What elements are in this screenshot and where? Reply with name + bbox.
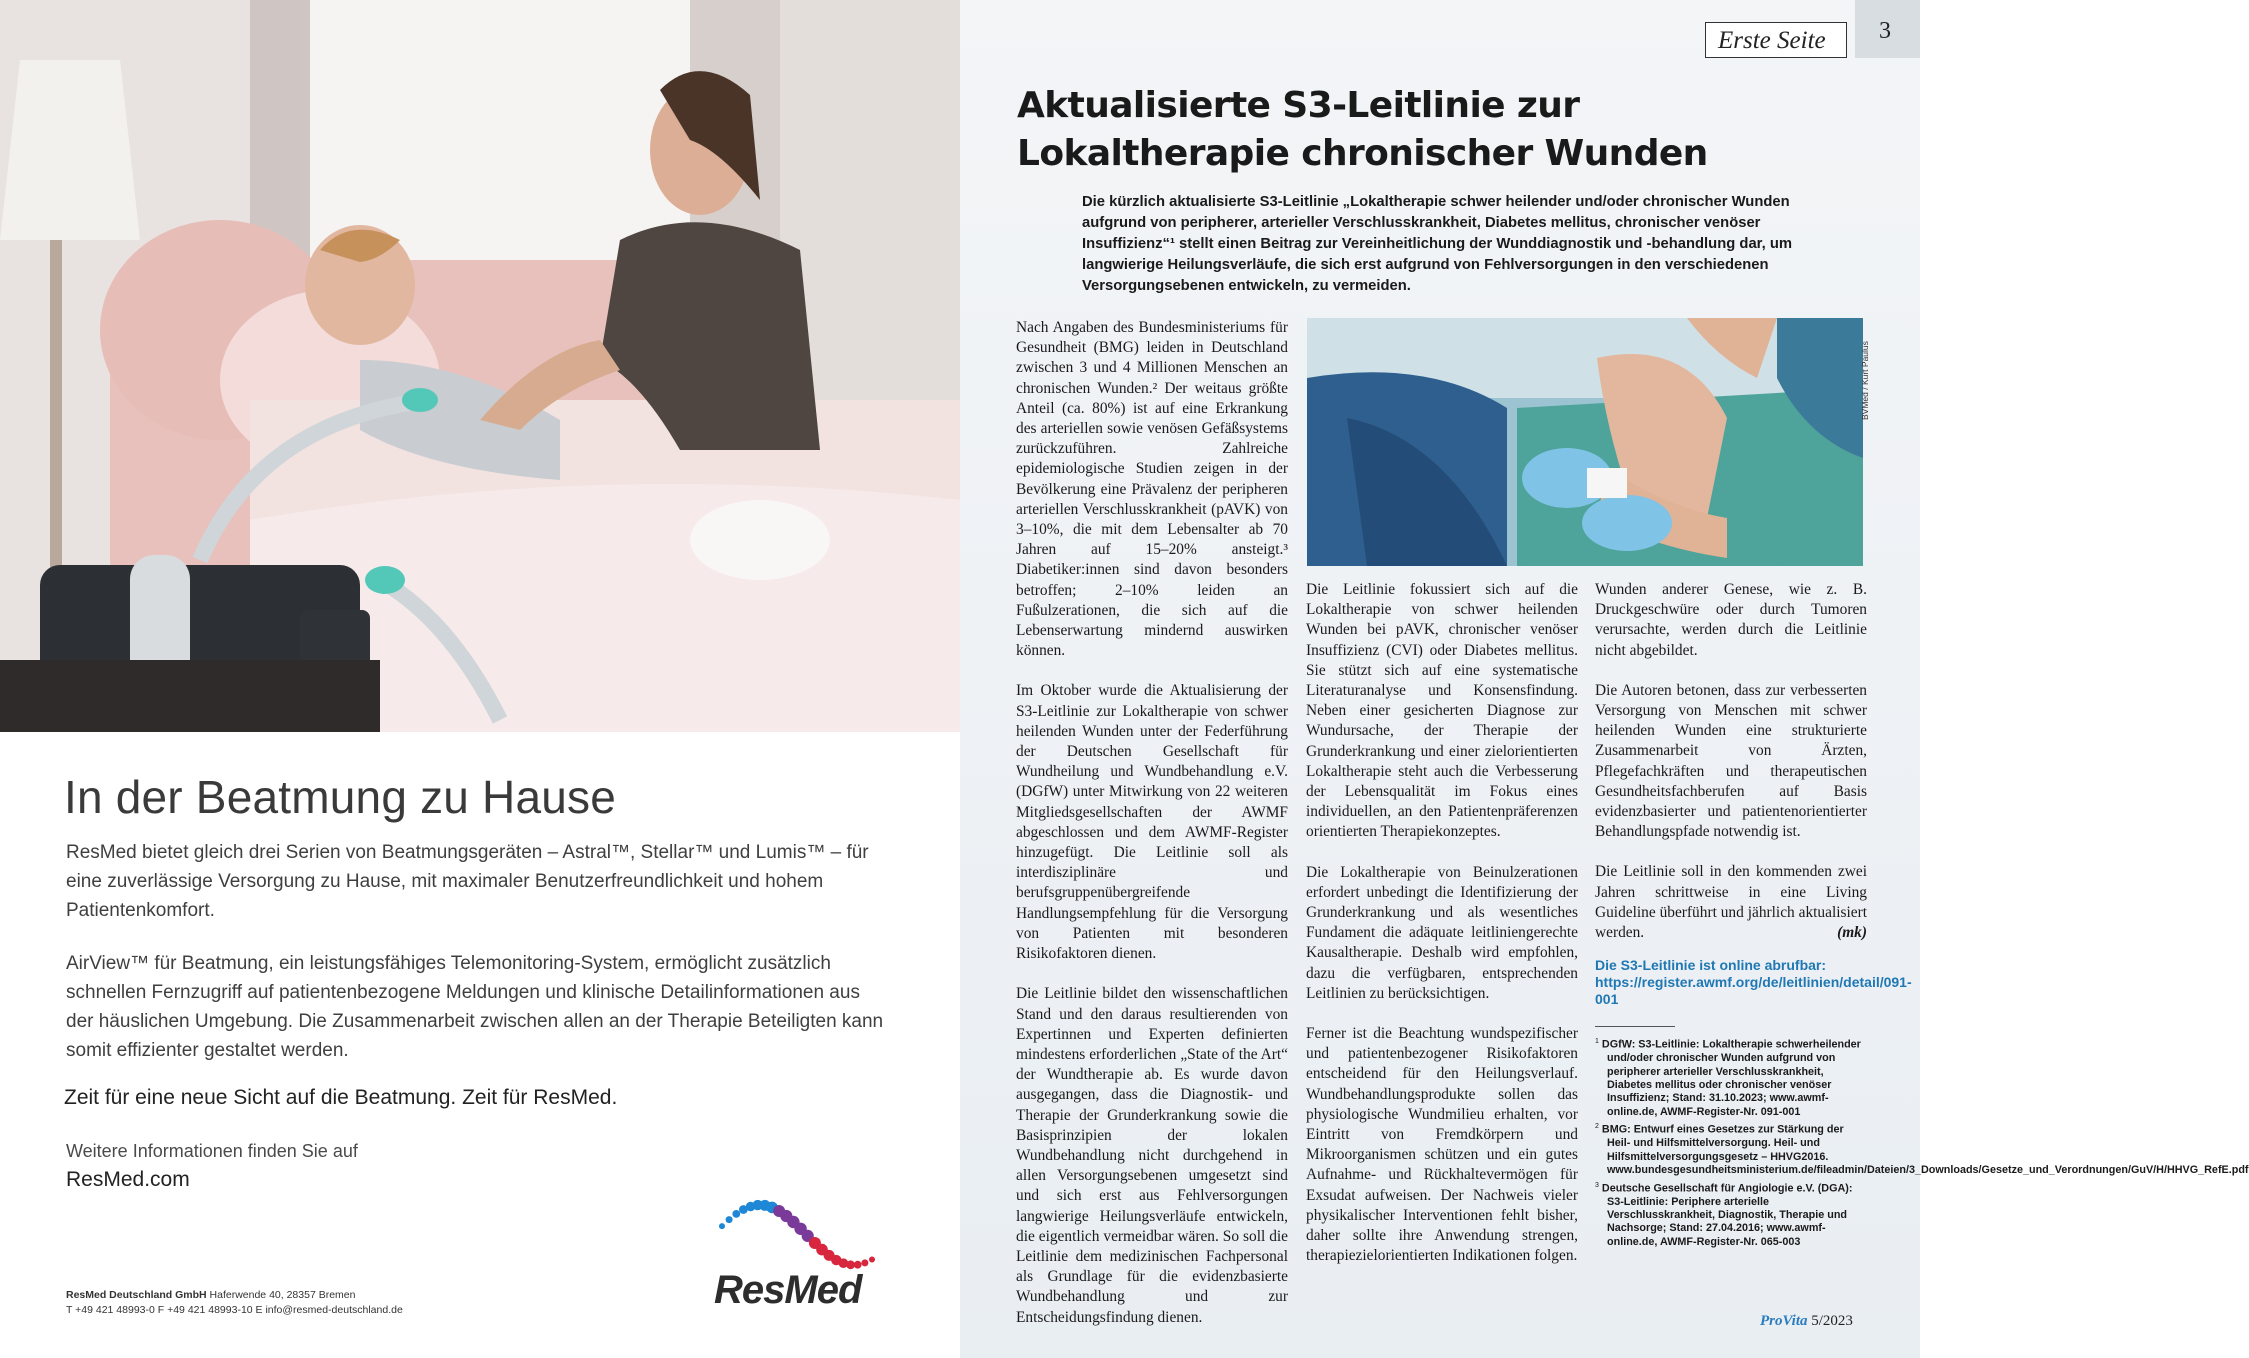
- ad-claim: Zeit für eine neue Sicht auf die Beatmung. Zeit für ResMed.: [64, 1086, 618, 1109]
- footnote-number: 2: [1595, 1123, 1599, 1131]
- magazine-issue: 5/2023: [1811, 1313, 1853, 1329]
- logo-dot: [861, 1259, 868, 1266]
- ad-paragraph-airview: AirView™ für Beatmung, ein leistungsfähiges Telemonitoring-System, ermöglicht zusätzlich schnellen Fernzugriff auf patientenbezogene Meldungen und klinische Detailinformationen aus der häuslichen Umgebung. Die Zusammenarbeit zwischen allen an der Therapie Beteiligten kann somit effizienter gestaltet werden.: [66, 953, 884, 1061]
- footnote-divider: [1595, 1026, 1675, 1027]
- footnote-item: [1595, 1035, 1867, 1119]
- footnote-item: [1595, 1120, 2249, 1177]
- magazine-footer: [1760, 1313, 1853, 1330]
- footnote-number: 1: [1595, 1038, 1599, 1046]
- ad-company-address: Haferwende 40, 28357 Bremen: [209, 1289, 356, 1301]
- section-label-text: Erste Seite: [1718, 27, 1826, 54]
- paragraph-last-text: Die Leitlinie soll in den kommenden zwei Jahren schrittweise in eine Living Guideline überführt und jährlich aktualisiert werden.: [1595, 863, 1867, 942]
- paragraph: Die Lokaltherapie von Beinulzerationen erfordert unbedingt die Identifizierung der Grunderkrankung und als wesentliches Fundament die adäquate leitliniengerechte Kausaltherapie. Deshalb wird empfohlen, dazu die verfügbaren, entsprechenden Leitlinien zu berücksichtigen.: [1306, 863, 1578, 1002]
- ad-photo-home-ventilation: [0, 0, 960, 732]
- article-column-1: [1016, 318, 1288, 1348]
- page-number-text: 3: [1879, 18, 1891, 44]
- article-title: Aktualisierte S3-Leitlinie zur Lokaltherapie chronischer Wunden: [1017, 85, 1708, 174]
- ad-headline: In der Beatmung zu Hause: [64, 771, 617, 823]
- footnote-text: BMG: Entwurf eines Gesetzes zur Stärkung der Heil- und Hilfsmittelversorgung. Heil- und Hilfsmittelversorgungsgesetz – HHVG2016. www.bundesgesundheitsministerium.de/fileadmin/Dateien/3_Downloads/Gesetze_und_Verordnungen/GuV/H/HHVG_RefE.pdf: [1601, 1123, 2249, 1177]
- logo-dot: [726, 1216, 733, 1223]
- article-photo-wound-care: [1307, 318, 1863, 566]
- ad-website-link[interactable]: ResMed.com: [66, 1168, 190, 1191]
- ad-company-info: [66, 1288, 403, 1318]
- article-page: [960, 0, 2249, 1358]
- ad-more-info: Weitere Informationen finden Sie auf: [66, 1141, 358, 1161]
- footnote-number: 3: [1595, 1181, 1599, 1189]
- paragraph: Nach Angaben des Bundesministeriums für Gesundheit (BMG) leiden in Deutschland zwischen 3 und 4 Millionen Menschen an chronischen Wunden.² Der weitaus größte Anteil (ca. 80%) ist auf eine Erkrankung des arteriellen sowie venösen Gefäßsystems zurückzuführen. Zahlreiche epidemiologische Studien zeigen in der Bevölkerung eine Prävalenz der peripheren arteriellen Verschlusskrankheit (pAVK) von 3–10%, die mit dem Lebensalter ab 70 Jahren auf 15–20% ansteigt.³ Diabetiker:innen sind davon besonders betroffen; 2–10% leiden an Fußulzerationen, die sich auf die Lebenserwartung mindernd auswirken können.: [1016, 319, 1288, 660]
- logo-dot: [732, 1210, 740, 1218]
- resmed-wordmark: ResMed: [714, 1268, 862, 1312]
- ad-photo-illustration: [0, 0, 960, 732]
- footnote-item: [1595, 1179, 1867, 1250]
- article-column-3: [1595, 580, 2249, 1250]
- article-photo-illustration: [1307, 318, 1863, 566]
- footnotes: [1595, 1035, 2249, 1249]
- logo-dot: [869, 1257, 875, 1263]
- page-number: [1855, 0, 1920, 58]
- footnote-text: DGfW: S3-Leitlinie: Lokaltherapie schwerheilender und/oder chronischer Wunden aufgrund von peripherer arterieller Verschlusskrankheit, Diabetes mellitus oder chronischer venöser Insuffizienz; Stand: 31.10.2023; www.awmf-online.de, AWMF-Register-Nr. 091-001: [1601, 1038, 1861, 1118]
- paragraph: Im Oktober wurde die Aktualisierung der S3-Leitlinie zur Lokaltherapie von schwer heilenden Wunden unter der Federführung der Deutschen Gesellschaft für Wundheilung und Wundbehandlung e.V. (DGfW) unter Mitwirkung von 22 weiteren Mitgliedsgesellschaften der AWMF abgeschlossen und dem AWMF-Register hinzugefügt. Die Leitlinie soll als interdisziplinäre und berufsgruppenübergreifende Handlungsempfehlung für die Versorgung von Patienten mit besonderen Risikofaktoren dienen.: [1016, 682, 1288, 963]
- paragraph: Ferner ist die Beachtung wundspezifischer und patientenbezogener Risikofaktoren entscheidend für den Heilungsverlauf. Wundbehandlungsprodukte sollen das physiologische Wundmilieu erhalten, vor Eintritt von Fremdkörpern und Mikroorganismen schützen und ein gutes Aufnahme- und Rückhaltevermögen für Exsudat aufweisen. Der Nachweis vieler physikalischer Interventionen fehlt bisher, daher sollte ihre Anwendung strengen, therapiezielorientierten Indikationen folgen.: [1306, 1025, 1578, 1265]
- paragraph: Die Leitlinie fokussiert sich auf die Lokaltherapie von schwer heilenden Wunden bei pAVK, chronischer venöser Insuffizienz (CVI) oder Diabetes mellitus. Sie stützt sich auf eine systematische Literaturanalyse und Konsensfindung. Neben einer gesicherten Diagnose zur Wundursache, der Therapie der Grunderkrankung und einer zielorientierten Lokaltherapie steht auch die Verbesserung der Lebensqualität im Fokus eines individuellen, an den Patientenpräferenzen orientierten Therapiekonzeptes.: [1306, 581, 1578, 841]
- magazine-name: ProVita: [1760, 1313, 1808, 1329]
- photo-credit: BVMed / Kurt Paulus: [1860, 341, 1870, 420]
- online-guideline-link[interactable]: Die S3-Leitlinie ist online abrufbar: https://register.awmf.org/de/leitlinien/detail/091-001: [1595, 957, 1912, 1008]
- article-lead: Die kürzlich aktualisierte S3-Leitlinie „Lokaltherapie schwer heilender und/oder chronischer Wunden aufgrund von peripherer, arterieller Verschlusskrankheit, Diabetes mellitus, chronischer venöser Insuffizienz“¹ stellt einen Beitrag zur Vereinheitlichung der Wunddiagnostik und -behandlung dar, um langwierige Heilungsverläufe, die sich erst aufgrund von Fehlversorgungen in den verschiedenen Versorgungsebenen entwickeln, zu vermeiden.: [1082, 194, 1793, 294]
- paragraph-last: [1595, 862, 1867, 943]
- paragraph: Die Leitlinie bildet den wissenschaftlichen Stand und den daraus resultierenden von Expertinnen und Experten definierten mindestens erforderlichen „State of the Art“ der Wundtherapie ab. Es wurde davon ausgegangen, dass die Diagnostik- und Therapie der Grunderkrankung sowie die Basisprinzipien der lokalen Wundbehandlung nicht durchgehend in allen Versorgungsebenen umgesetzt sind und sich erst aus Fehlversorgungen langwierige Heilungsverläufe entwickeln, die eigentlich vermeidbar wären. So soll die Leitlinie dem medizinischen Fachpersonal als Grundlage für die evidenzbasierte Wundbehandlung und zur Entscheidungsfindung dienen.: [1016, 985, 1288, 1326]
- author-signature: (mk): [1837, 924, 1867, 942]
- ad-page: [0, 0, 960, 1358]
- paragraph: Die Autoren betonen, dass zur verbesserten Versorgung von Menschen mit schwer heilenden Wunden eine strukturierte Zusammenarbeit von Ärzten, Pflegefachkräften und therapeutischen Gesundheitsfachberufen auf Basis evidenzbasierter und patientenorientierter Behandlungspfade notwendig ist.: [1595, 681, 1867, 841]
- paragraph: Wunden anderer Genese, wie z. B. Druckgeschwüre oder durch Tumoren verursachte, werden durch die Leitlinie nicht abgebildet.: [1595, 581, 1867, 659]
- ad-company-contact: T +49 421 48993-0 F +49 421 48993-10 E info@resmed-deutschland.de: [66, 1304, 403, 1316]
- ad-paragraph-devices: ResMed bietet gleich drei Serien von Beatmungsgeräten – Astral™, Stellar™ und Lumis™ – für eine zuverlässige Versorgung zu Hause, mit maximaler Benutzerfreundlichkeit und hohem Patientenkomfort.: [66, 842, 869, 921]
- ad-company-name: ResMed Deutschland GmbH: [66, 1289, 207, 1301]
- article-column-2: [1306, 580, 1578, 1287]
- section-label: [1705, 22, 1847, 58]
- logo-dot: [719, 1223, 725, 1229]
- footnote-text: Deutsche Gesellschaft für Angiologie e.V. (DGA): S3-Leitlinie: Periphere arterielle Verschlusskrankheit, Diagnostik, Therapie und Nachsorge; Stand: 27.04.2016; www.awmf-online.de, AWMF-Register-Nr. 065-003: [1601, 1182, 1853, 1248]
